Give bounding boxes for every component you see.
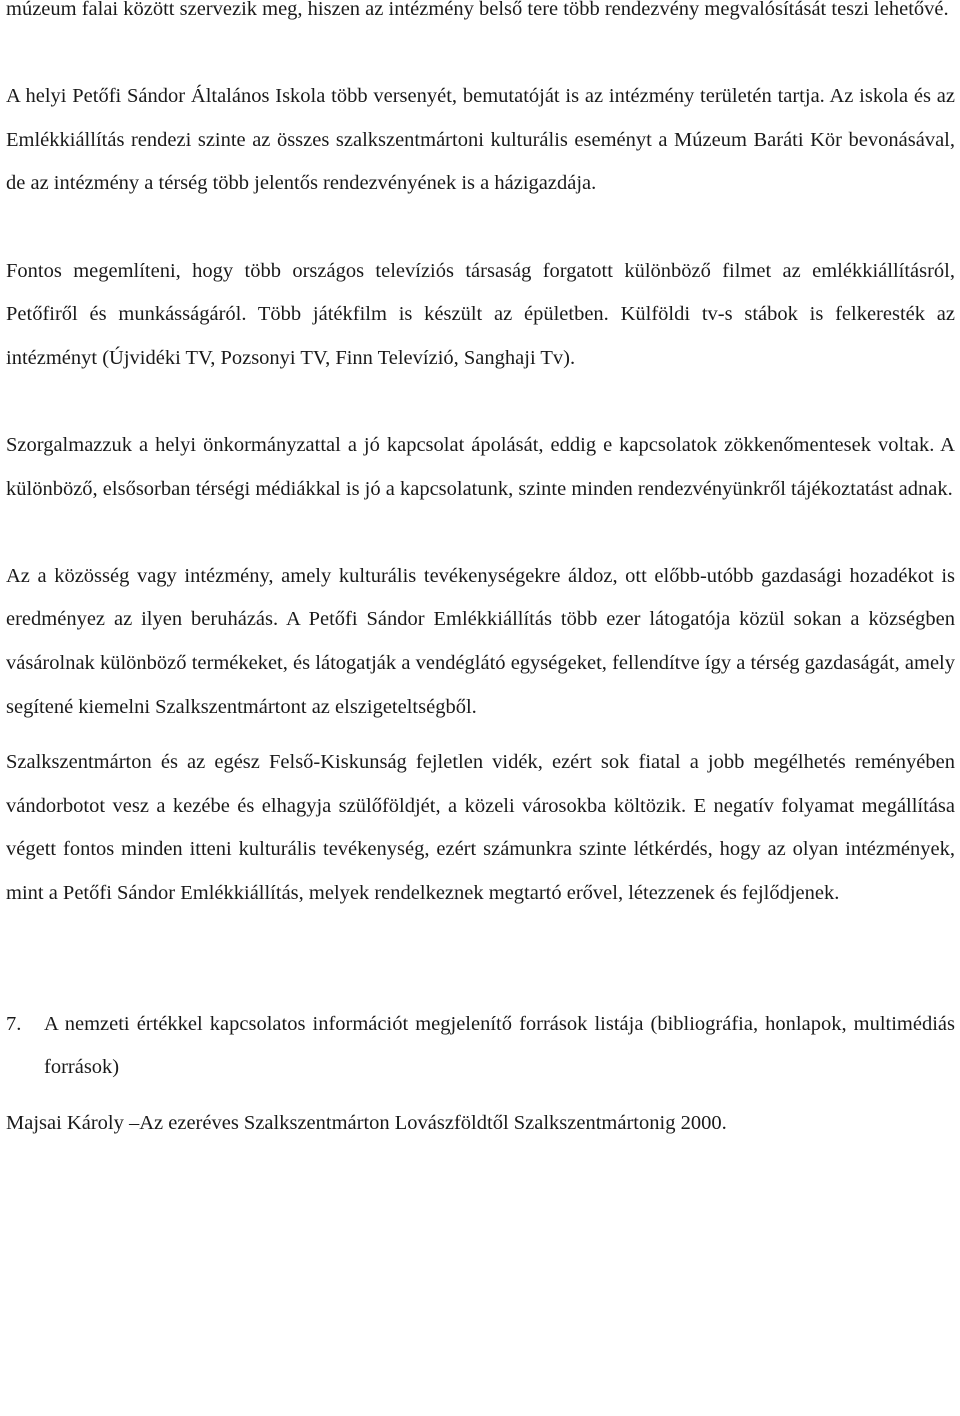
section-gap xyxy=(6,1090,955,1102)
paragraph-museum-events: múzeum falai között szervezik meg, hiszen az intézmény belső tere több rendezvény megvalósítását teszi lehetővé. xyxy=(6,0,949,20)
paragraph-gap xyxy=(6,729,955,741)
paragraph-television: Fontos megemlíteni, hogy több országos televíziós társaság forgatott különböző filmet az emlékkiállításról, Petőfiről és munkásságáról. Több játékfilm is készült az épületben. Külföldi tv-s stábok is felkeresték az intézményt (Újvidéki TV, Pozsonyi TV, Finn Televízió, Sanghaji Tv). xyxy=(6,259,955,369)
section-number: 7. xyxy=(6,1012,22,1035)
paragraph-local-relations: Szorgalmazzuk a helyi önkormányzattal a jó kapcsolat ápolását, eddig e kapcsolatok zökkenőmentesek voltak. A különböző, elsősorban térségi médiákkal is jó a kapcsolatunk, szinte minden rendezvényünkről tájékoztatást adnak. xyxy=(6,433,955,500)
section-heading xyxy=(6,1003,955,1090)
paragraph-gap xyxy=(6,380,955,424)
section-gap xyxy=(6,915,955,1002)
bibliography-entry: Majsai Károly –Az ezeréves Szalkszentmárton Lovászföldtől Szalkszentmártonig 2000. xyxy=(6,1111,727,1134)
section-title: A nemzeti értékkel kapcsolatos információt megjelenítő források listája (bibliográfia, honlapok, multimédiás források) xyxy=(44,1012,955,1079)
paragraph-economic-benefit: Az a közösség vagy intézmény, amely kulturális tevékenységekre áldoz, ott előbb-utóbb gazdasági hozadékot is eredményez az ilyen beruházás. A Petőfi Sándor Emlékkiállítás több ezer látogatója közül sokan a községben vásárolnak különböző termékeket, és látogatják a vendéglátó egységeket, fellendítve így a térség gazdaságát, amely segítené kiemelni Szalkszentmártont az elszigeteltségből. xyxy=(6,564,955,718)
document-page xyxy=(6,0,955,1145)
paragraph-gap xyxy=(6,32,955,76)
paragraph-gap xyxy=(6,206,955,250)
paragraph-school-events: A helyi Petőfi Sándor Általános Iskola több versenyét, bemutatóját is az intézmény területén tartja. Az iskola és az Emlékkiállítás rendezi szinte az összes szalkszentmártoni kulturális eseményt a Múzeum Baráti Kör bevonásával, de az intézmény a térség több jelentős rendezvényének is a házigazdája. xyxy=(6,85,955,195)
paragraph-gap xyxy=(6,511,955,555)
paragraph-region-development: Szalkszentmárton és az egész Felső-Kiskunság fejletlen vidék, ezért sok fiatal a jobb megélhetés reményében vándorbotot vesz a kezébe és elhagyja szülőföldjét, a közeli városokba költözik. E negatív folyamat megállítása végett fontos minden itteni kulturális tevékenység, ezért számunkra szinte létkérdés, hogy az olyan intézmények, mint a Petőfi Sándor Emlékkiállítás, melyek rendelkeznek megtartó erővel, létezzenek és fejlődjenek. xyxy=(6,751,955,904)
